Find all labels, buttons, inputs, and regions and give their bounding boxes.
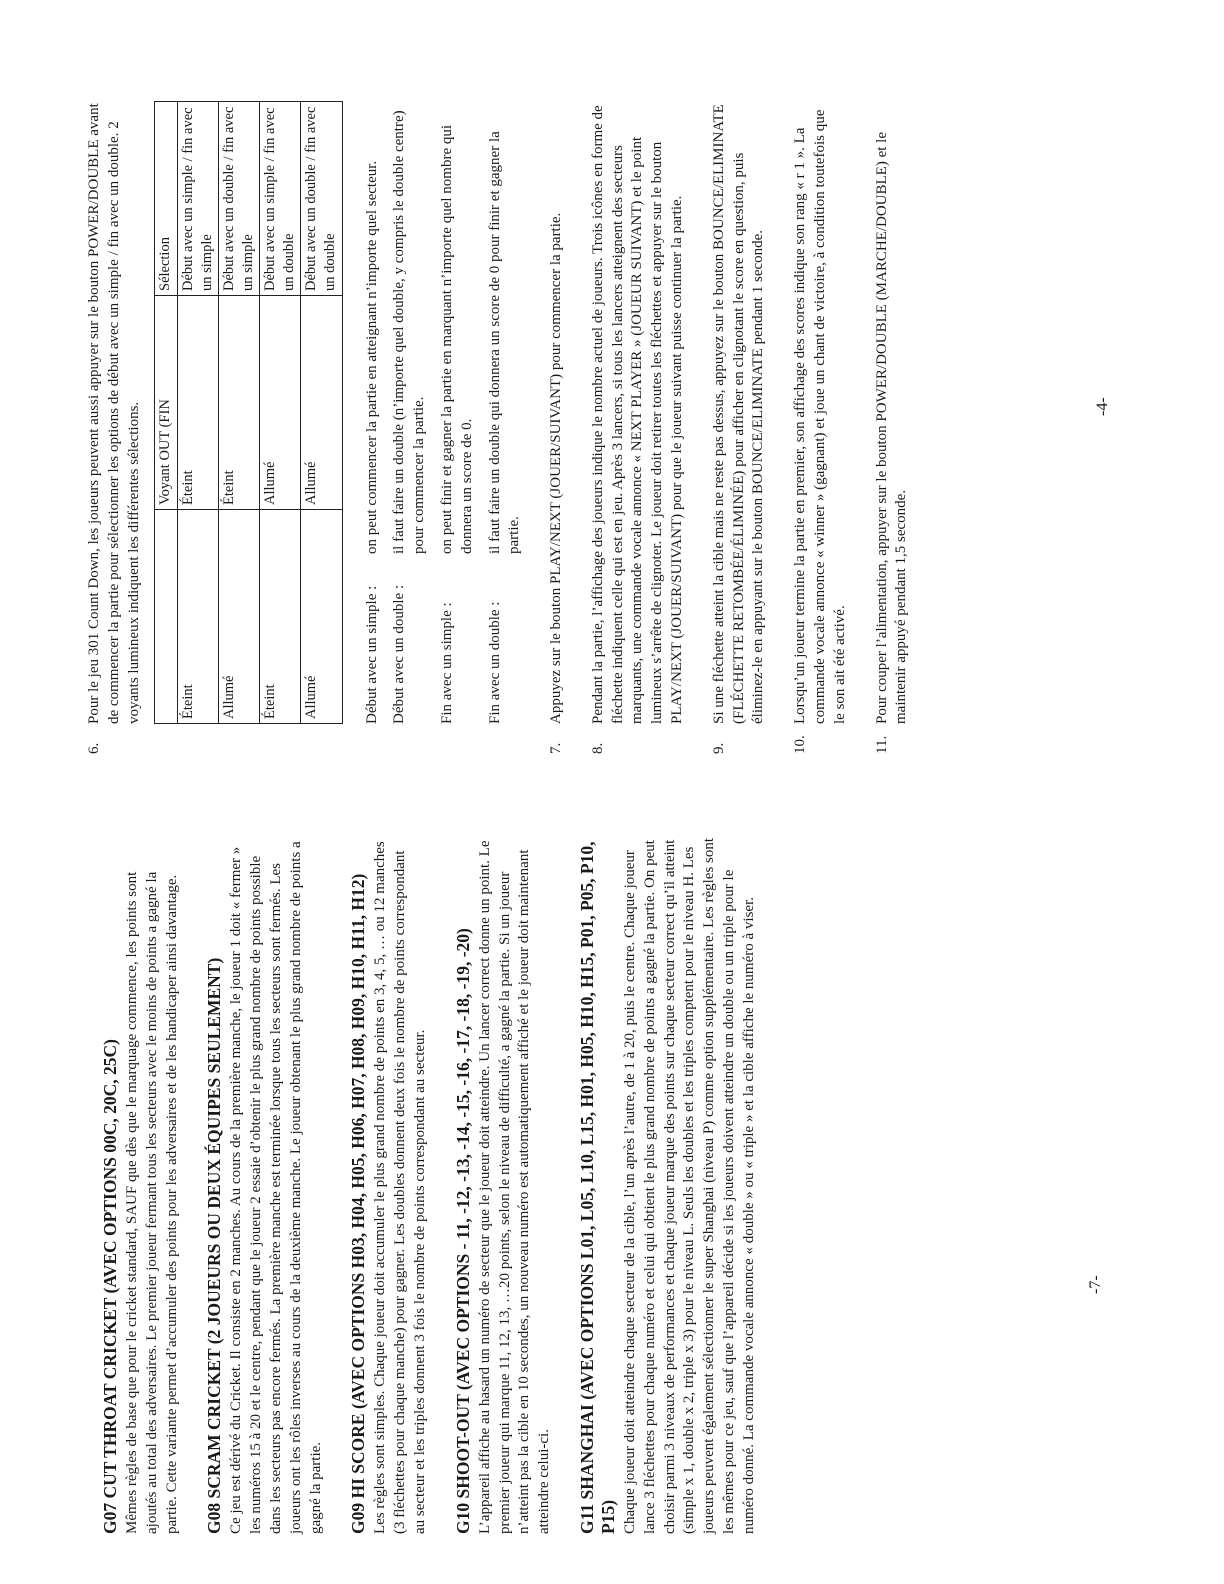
definition-row — [486, 99, 526, 724]
instructions-list — [85, 99, 912, 754]
table-row — [218, 102, 259, 724]
table-row — [260, 102, 301, 724]
table-cell: Éteint — [218, 296, 259, 510]
right-column — [85, 99, 934, 754]
table-cell: Début avec un simple / fin avec un simple — [177, 102, 218, 296]
table-row — [301, 102, 342, 724]
column-header: Sélection — [155, 102, 177, 296]
definition-desc: on peut commencer la partie en atteignant n’importe quel secteur. — [363, 160, 380, 554]
item-text: Pour le jeu 301 Count Down, les joueurs peuvent aussi appuyer sur le bouton POWER/DOUBLE avant de commencer la partie pour sélectionner les options de début avec un simple / fin avec un double. 2 voyants lumineux indiquent les différentes sélections. — [86, 103, 142, 724]
definition-desc: on peut finir et gagner la partie en marquant n’importe quel nombre qui donnera un score de 0. — [438, 124, 475, 554]
item-text: Pendant la partie, l’affichage des joueurs indique le nombre actuel de joueurs. Trois icônes en forme de fléchette indiquent celle qui est en jeu. Après 3 lancers, si tous les lancers atteignent des secteurs marquants, une commande vocale annonce « NEXT PLAYER » (JOUEUR SUIVANT) et le point lumineux s’arrête de clignoter. Le joueur doit retirer toutes les fléchettes et appuyer sur le bouton PLAY/NEXT (JOUER/SUIVANT) pour que le joueur suivant puisse continuer la partie. — [589, 105, 686, 724]
definition-term: Début avec un simple : — [363, 585, 380, 724]
table-cell: Éteint — [260, 510, 301, 724]
list-item — [710, 99, 769, 754]
item-text: Appuyez sur le bouton PLAY/NEXT (JOUER/SUIVANT) pour commencer la partie. — [548, 212, 565, 724]
definition-desc: il faut faire un double qui donnera un score de 0 pour finir et gagner la partie. — [486, 131, 523, 554]
definition-desc: il faut faire un double (n’importe quel double, y compris le double centre) pour commencer la partie. — [391, 110, 428, 554]
item-number: 6. — [86, 742, 102, 754]
section-g08 — [204, 834, 326, 1534]
section-g10 — [453, 834, 555, 1534]
section-heading: G09 HI SCORE (AVEC OPTIONS H03, H04, H05, H06, H07, H08, H09, H10, H11, H12) — [348, 873, 369, 1534]
section-g09 — [348, 834, 430, 1534]
column-header — [155, 510, 177, 724]
table-cell: Allumé — [260, 296, 301, 510]
definition-row — [363, 99, 383, 724]
definition-row — [390, 99, 430, 724]
left-column — [100, 834, 782, 1534]
section-g07 — [100, 834, 182, 1534]
section-body: L’appareil affiche au hasard un numéro de secteur que le joueur doit atteindre. Un lancer correct donne un point. Le premier joueur qui marque 11, 12, 13, …20 points, selon le niveau de difficulté, a gagné la partie. Si un joueur n’atteint pas la cible en 10 secondes, un nouveau numéro est automatiquement affiché et le joueur doit maintenant atteindre celui-ci. — [476, 840, 553, 1534]
table-cell: Allumé — [301, 296, 342, 510]
page-number-right: -4- — [1094, 397, 1111, 416]
options-table — [154, 101, 342, 724]
page-number-left: -7- — [1087, 1275, 1104, 1294]
section-heading: G10 SHOOT-OUT (AVEC OPTIONS - 11, -12, -13, -14, -15, -16, -17, -18, -19, -20) — [452, 928, 473, 1534]
section-heading: G08 SCRAM CRICKET (2 JOUEURS OU DEUX ÉQUIPES SEULEMENT) — [204, 957, 225, 1534]
section-body: Les règles sont simples. Chaque joueur doit accumuler le plus grand nombre de points en 3, 4, 5, … ou 12 manches (3 fléchettes pour chaque manche) pour gagner. Les doubles donnent deux fois le nombre de points correspondant au secteur et les triples donnent 3 fois le nombre de points correspondant au secteur. — [372, 841, 428, 1534]
table-cell: Éteint — [177, 296, 218, 510]
item-text: Pour couper l’alimentation, appuyer sur le bouton POWER/DOUBLE (MARCHE/DOUBLE) et le maintenir appuyé pendant 1,5 seconde. — [873, 132, 910, 724]
list-item — [873, 99, 913, 754]
table-row — [177, 102, 218, 724]
list-item — [85, 99, 525, 754]
section-heading: G07 CUT THROAT CRICKET (AVEC OPTIONS 00C, 20C, 25C) — [100, 1039, 120, 1534]
list-item — [589, 99, 688, 754]
item-number: 9. — [710, 742, 727, 754]
list-item — [791, 99, 850, 754]
table-cell: Début avec un simple / fin avec un double — [260, 102, 301, 296]
definition-term: Fin avec un double : — [486, 601, 503, 724]
table-cell: Allumé — [301, 510, 342, 724]
definition-term: Début avec un double : — [391, 584, 408, 724]
definition-term: Fin avec un simple : — [438, 602, 455, 724]
column-header: Voyant OUT (FIN — [155, 296, 177, 510]
section-body: Ce jeu est dérivé du Cricket. Il consiste en 2 manches. Au cours de la première manche, le joueur 1 doit « fermer » les numéros 15 à 20 et le centre, pendant que le joueur 2 essaie d’obtenir le plus grand nombre de points possible dans les secteurs pas encore fermés. La première manche est terminée lorsque tous les secteurs sont fermés. Les joueurs ont les rôles inverses au cours de la deuxième manche. Le joueur obtenant le plus grand nombre de points a gagné la partie. — [228, 841, 324, 1534]
item-number: 7. — [548, 742, 565, 754]
section-body: Mêmes règles de base que pour le cricket standard, SAUF que dès que le marquage commence, les points sont ajoutés au total des adversaires. Le premier joueur fermant tous les secteurs avec le moins de points a gagné la partie. Cette variante permet d’accumuler des points pour les adversaires et de les handicaper ainsi davantage. — [124, 871, 180, 1534]
definition-row — [438, 99, 478, 724]
item-text: Lorsqu’un joueur termine la partie en premier, son affichage des scores indique son rang « r 1 ». La commande vocale annonce « winner » (gagnant) et joue un chant de victoire, à condition toutefois que le son ait été activé. — [792, 109, 848, 724]
item-text: Si une fléchette atteint la cible mais ne reste pas dessus, appuyez sur le bouton BOUNCE/ELIMINATE (FLÉCHETTE RETOMBÉE/ÉLIMINÉE) pour afficher en clignotant le score en question, puis éliminez-le en appuyant sur le bouton BOUNCE/ELIMINATE pendant 1 seconde. — [710, 104, 767, 724]
table-cell: Éteint — [177, 510, 218, 724]
table-cell: Allumé — [218, 510, 259, 724]
table-header-row — [155, 102, 177, 724]
item-number: 8. — [589, 742, 606, 754]
section-heading: G11 SHANGHAI (AVEC OPTIONS L01, L05, L10, L15, H01, H05, H10, H15, P01, P05, P10, P15) — [576, 841, 618, 1534]
table-cell: Début avec un double / fin avec un simple — [218, 102, 259, 296]
item-number: 11. — [873, 735, 890, 754]
item-number: 10. — [792, 735, 809, 754]
section-body: Chaque joueur doit atteindre chaque secteur de la cible, l’un après l’autre, de 1 à 20, puis le centre. Chaque joueur lance 3 fléchettes pour chaque numéro et celui qui obtient le plus grand nombre de points a gagné la partie. On peut choisir parmi 3 niveaux de performances et chaque joueur marque des points sur chaque secteur correct qu’il atteint (simple x 1, double x 2, triple x 3) pour le niveau L. Seuls les doubles et les triples comptent pour le niveau H. Les joueurs peuvent également sélectionner le super Shanghai (niveau P) comme option supplémentaire. Les règles sont les mêmes pour ce jeu, sauf que l’appareil décide si les joueurs doivent atteindre un double ou un triple pour le numéro donné. La commande vocale annonce « double » ou « triple » et la cible affiche le numéro à viser. — [621, 837, 757, 1534]
table-cell: Début avec un double / fin avec un double — [301, 102, 342, 296]
section-g11 — [577, 834, 760, 1534]
list-item — [547, 99, 567, 754]
definition-list — [363, 99, 526, 724]
